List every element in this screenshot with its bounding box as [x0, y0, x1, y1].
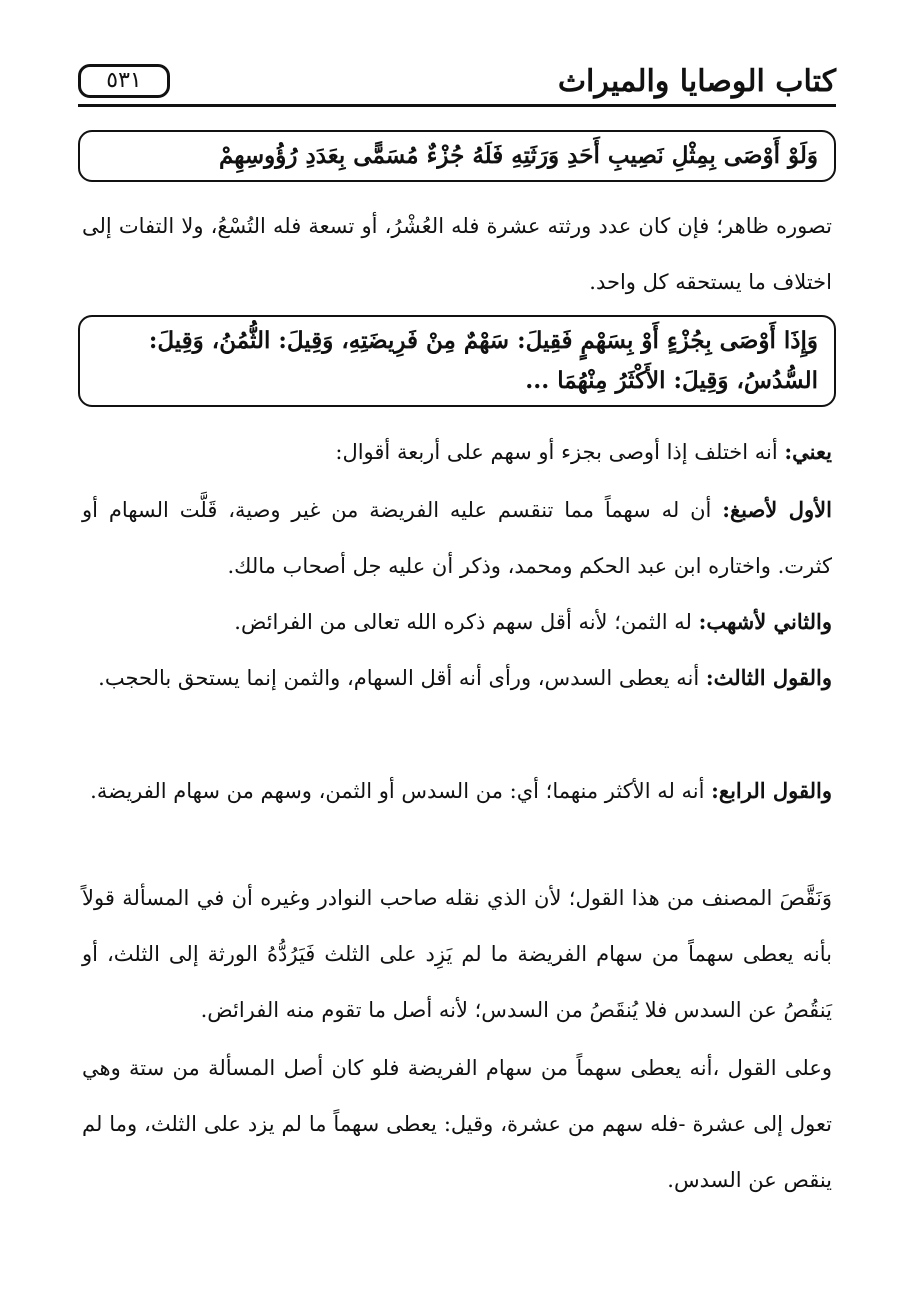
matn-box-2	[78, 315, 836, 407]
paragraph-5-lead: والقول الثالث:	[705, 665, 832, 690]
page-header	[78, 62, 836, 108]
paragraph-1-text: تصوره ظاهر؛ فإن كان عدد ورثته عشرة فله العُشْرُ، أو تسعة فله التُسْعُ، ولا التفات إلى اختلاف ما يستحقه كل واحد.	[82, 214, 832, 294]
paragraph-8	[82, 1040, 832, 1208]
paragraph-2	[82, 424, 832, 480]
paragraph-6-text: أنه له الأكثر منهما؛ أي: من السدس أو الثمن، وسهم من سهام الفريضة.	[90, 779, 712, 803]
paragraph-3	[82, 482, 832, 594]
paragraph-6-lead: والقول الرابع:	[711, 778, 832, 803]
paragraph-4-text: له الثمن؛ لأنه أقل سهم ذكره الله تعالى من الفرائض.	[234, 610, 699, 634]
matn-text-2: وَإِذَا أَوْصَى بِجُزْءٍ أَوْ بِسَهْمٍ فَقِيلَ: سَهْمٌ مِنْ فَرِيضَتِهِ، وَقِيلَ: الثُّمُنُ، وَقِيلَ: السُّدُسُ، وَقِيلَ: الأَكْثَرُ مِنْهُمَا ...	[148, 327, 818, 394]
paragraph-3-text: أن له سهماً مما تنقسم عليه الفريضة من غير وصية، قَلَّت السهام أو كثرت. واختاره ابن عبد الحكم ومحمد، وذكر أن عليه جل أصحاب مالك.	[82, 498, 832, 578]
paragraph-2-lead: يعني:	[784, 439, 832, 464]
paragraph-2-text: أنه اختلف إذا أوصى بجزء أو سهم على أربعة أقوال:	[335, 440, 785, 464]
paragraph-4-lead: والثاني لأشهب:	[698, 609, 832, 634]
paragraph-5-text: أنه يعطى السدس، ورأى أنه أقل السهام، والثمن إنما يستحق بالحجب.	[98, 666, 706, 690]
paragraph-4	[82, 594, 832, 650]
paragraph-5	[82, 650, 832, 706]
paragraph-7-text: وَنَقَّصَ المصنف من هذا القول؛ لأن الذي نقله صاحب النوادر وغيره أن في المسألة قولاً بأنه يعطى سهماً من سهام الفريضة ما لم يَزِد على الثلث فَيَرُدُّهُ الورثة إلى الثلث، أو يَنقُصُ عن السدس فلا يُنقَصُ من السدس؛ لأنه أصل ما تقوم منه الفرائض.	[82, 886, 832, 1022]
chapter-title: كتاب الوصايا والميراث	[557, 64, 836, 99]
matn-box-1	[78, 130, 836, 182]
paragraph-6	[82, 763, 832, 819]
paragraph-8-text: وعلى القول ،أنه يعطى سهماً من سهام الفريضة فلو كان أصل المسألة من ستة وهي تعول إلى عشرة -فله سهم من عشرة، وقيل: يعطى سهماً ما لم يزد على الثلث، وما لم ينقص عن السدس.	[82, 1056, 832, 1192]
paragraph-7	[82, 870, 832, 1038]
paragraph-3-lead: الأول لأصبغ:	[722, 497, 832, 522]
paragraph-1	[82, 198, 832, 310]
page-number: ٥٣١	[78, 64, 170, 98]
header-divider	[78, 104, 836, 107]
matn-text-1: وَلَوْ أَوْصَى بِمِثْلِ نَصِيبِ أَحَدِ وَرَثَتِهِ فَلَهُ جُزْءٌ مُسَمًّى بِعَدَدِ رُؤُوسِهِمْ	[218, 142, 818, 169]
